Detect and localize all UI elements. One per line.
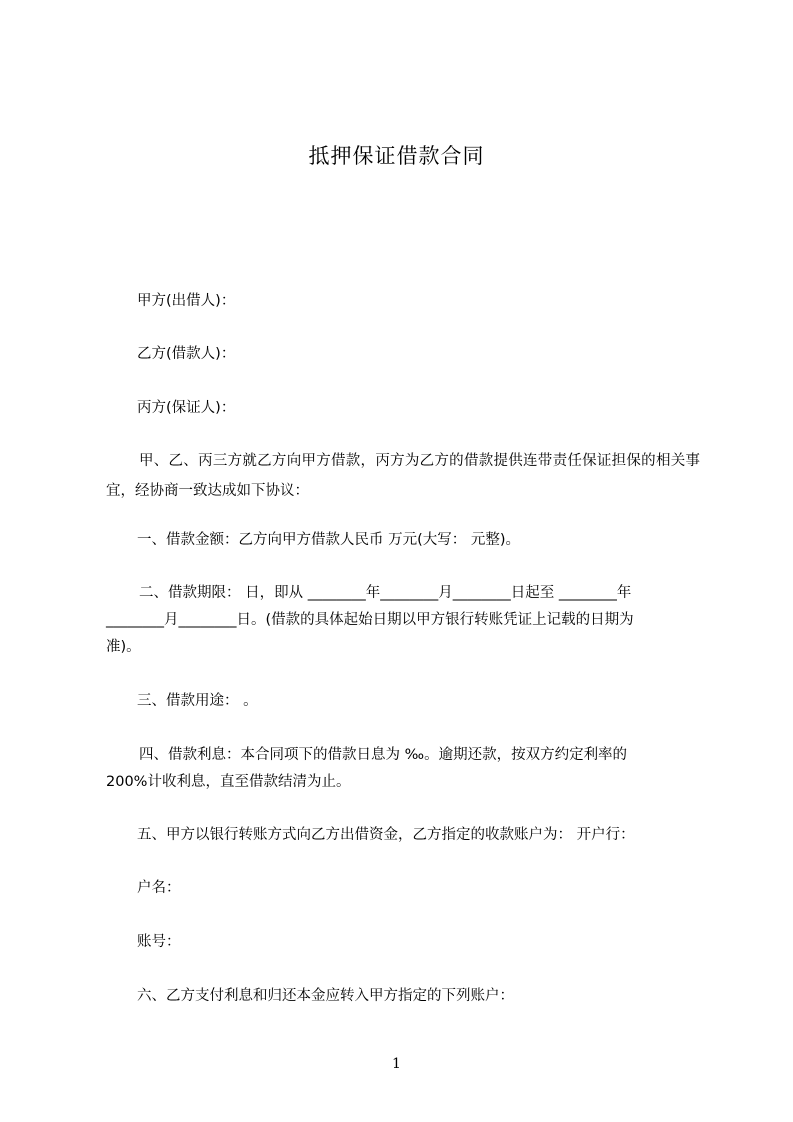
clause-3-purpose: 三、借款用途： 。 <box>137 693 258 709</box>
party-a-line: 甲方(出借人)： <box>137 293 236 309</box>
intro-paragraph: 甲、乙、丙三方就乙方向甲方借款，丙方为乙方的借款提供连带责任保证担保的相关事宜，经协商一致达成如下协议： <box>106 453 700 499</box>
clause-2-term-line-1: 二、借款期限： 日，即从 ________年________月________日起至 ________年 <box>139 585 632 601</box>
clause-5-transfer: 五、甲方以银行转账方式向乙方出借资金，乙方指定的收款账户为： 开户行： <box>137 827 635 843</box>
clause-4-interest-line-1: 四、借款利息：本合同项下的借款日息为 ‰。逾期还款，按双方约定利率的 <box>139 747 628 763</box>
party-b-line: 乙方(借款人)： <box>137 346 236 362</box>
clause-6-repayment: 六、乙方支付利息和归还本金应转入甲方指定的下列账户： <box>137 988 514 1004</box>
document-title: 抵押保证借款合同 <box>308 144 485 168</box>
clause-4-interest-line-2: 200%计收利息，直至借款结清为止。 <box>106 774 351 790</box>
clause-1-amount: 一、借款金额：乙方向甲方借款人民币 万元(大写： 元整)。 <box>137 532 521 548</box>
page-number: 1 <box>392 1056 401 1072</box>
clause-2-term-line-3: 准)。 <box>106 639 141 655</box>
clause-2-term-line-2: ________月________日。(借款的具体起始日期以甲方银行转账凭证上记载的日期为 <box>106 612 634 628</box>
account-name-line: 户名： <box>137 880 181 896</box>
account-number-line: 账号： <box>137 934 181 950</box>
party-c-line: 丙方(保证人)： <box>137 400 236 416</box>
